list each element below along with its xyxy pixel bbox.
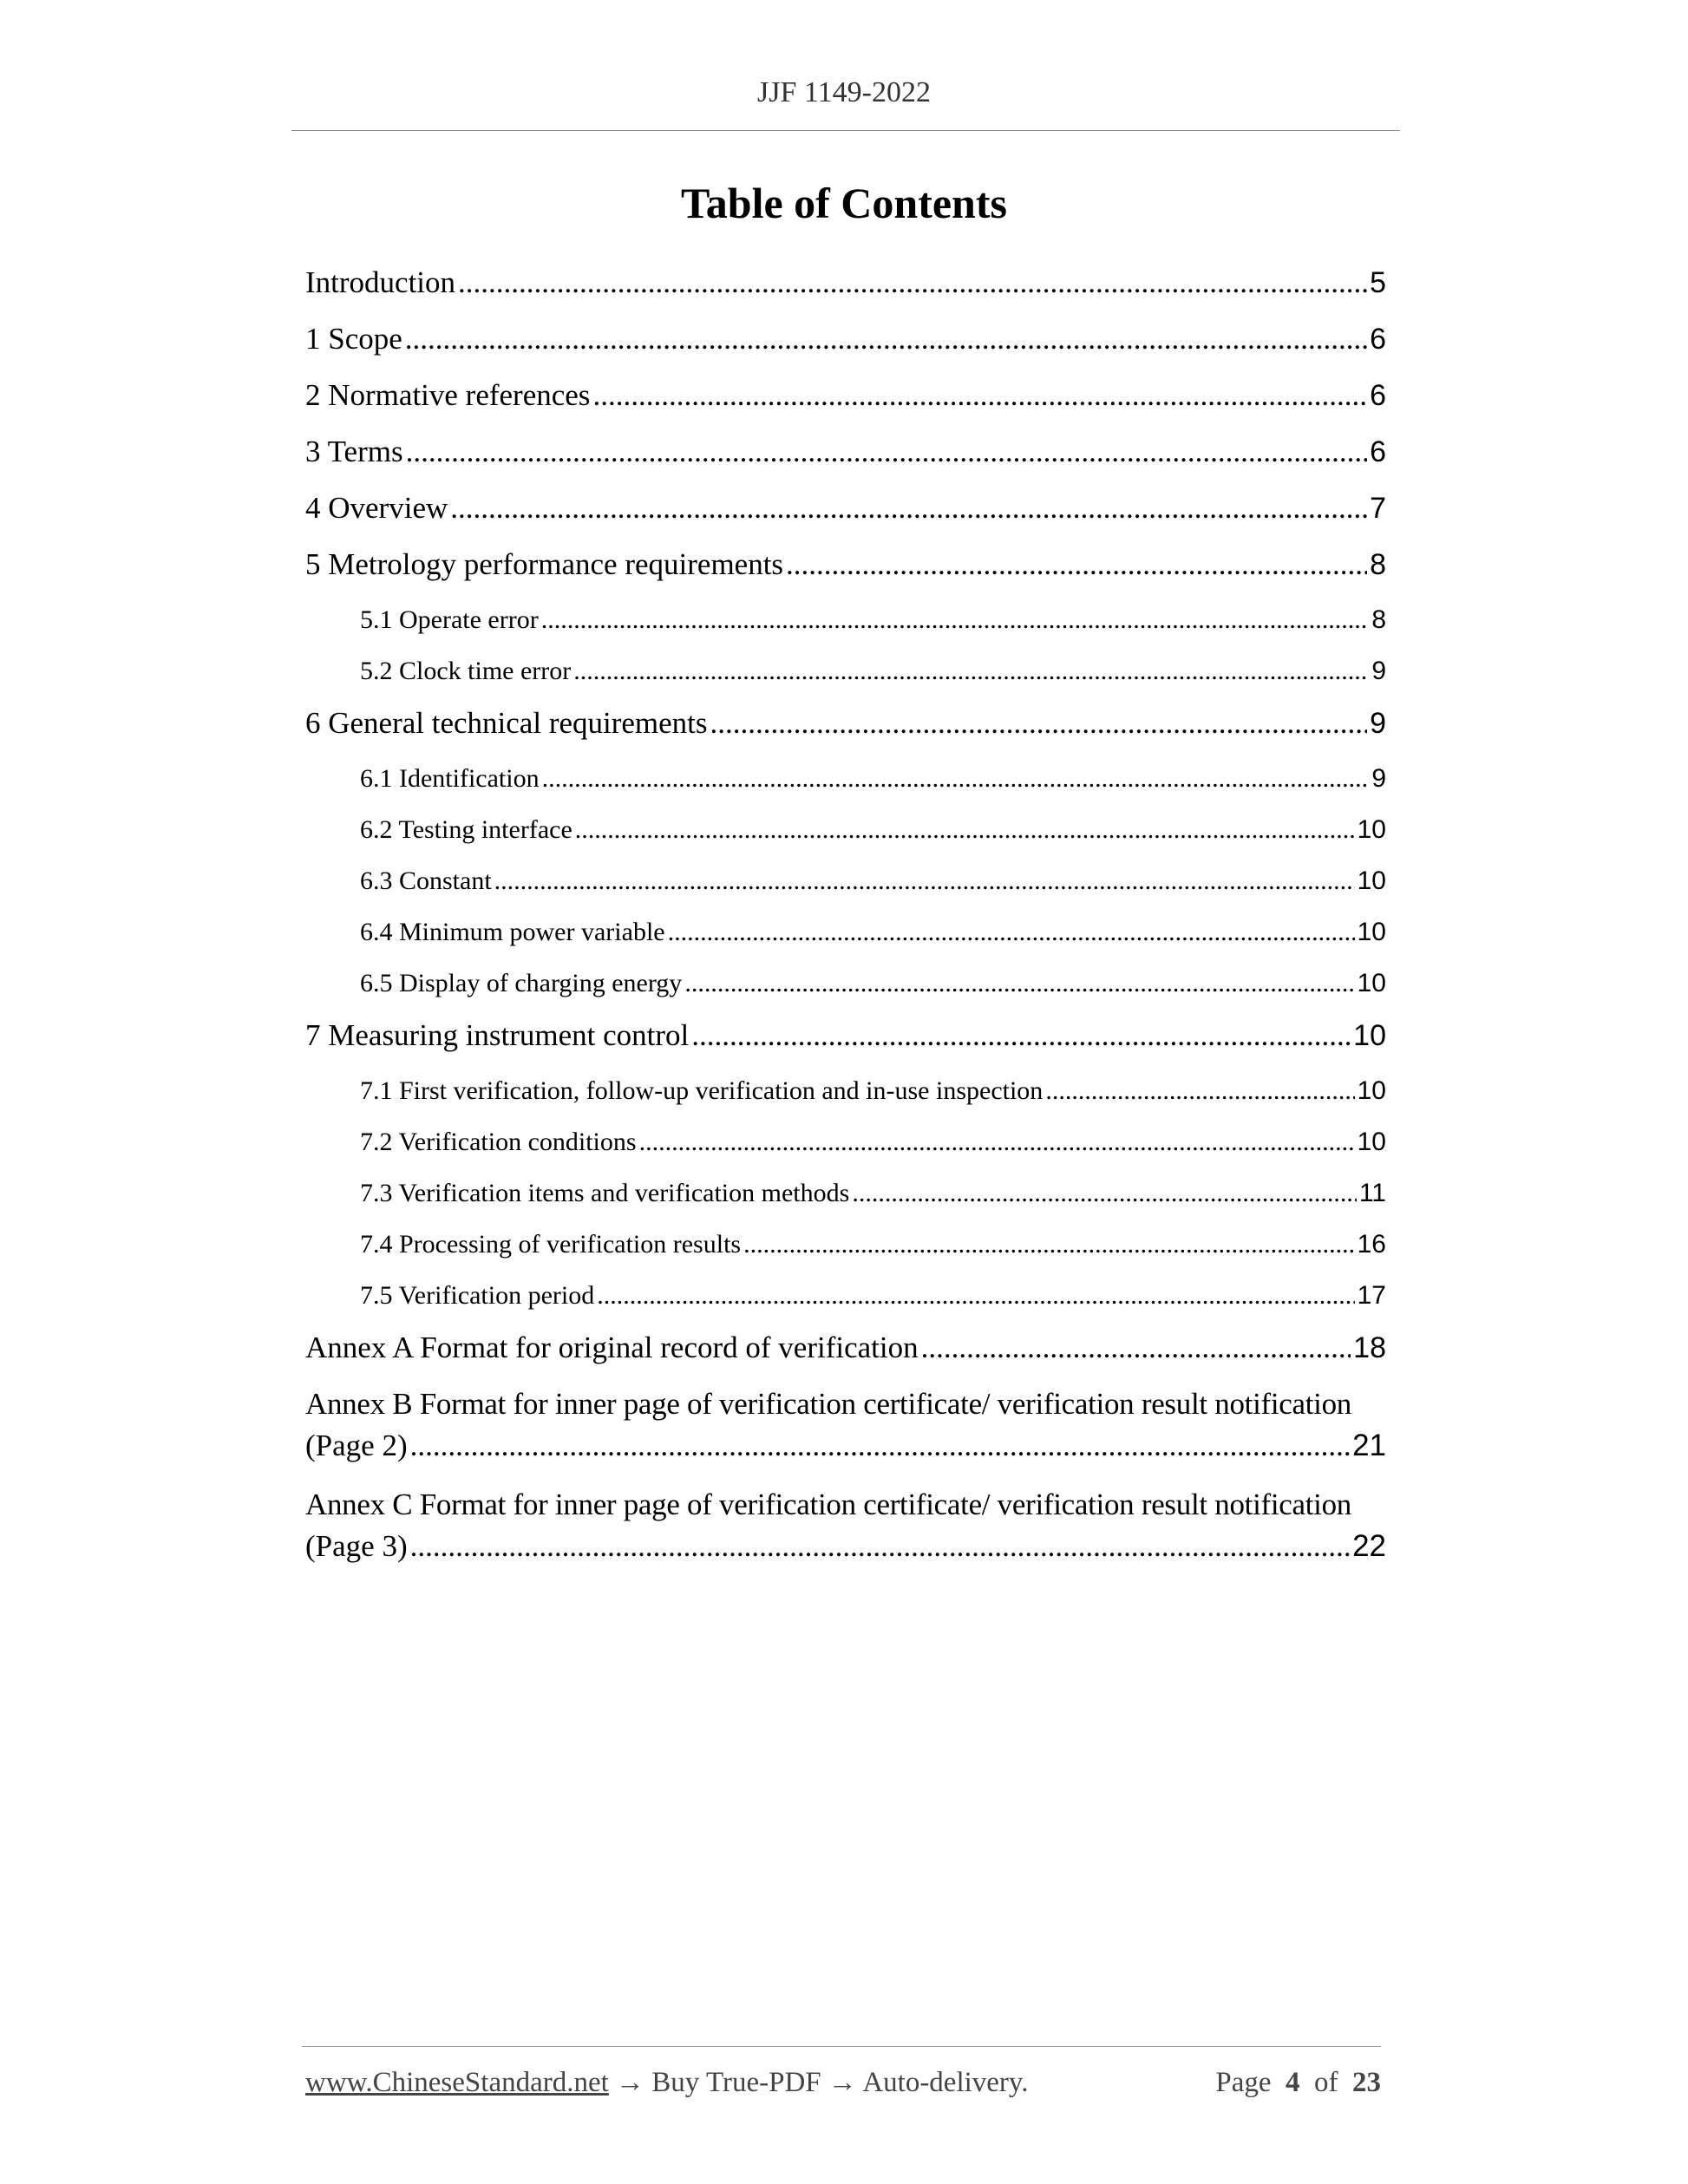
toc-entry-page: 8 — [1370, 548, 1386, 581]
toc-entry-processing-results[interactable] — [305, 1221, 1386, 1272]
toc-entry-label: Annex B Format for inner page of verification certificate/ verification result notification — [305, 1387, 1351, 1421]
toc-entry-label: 7.2 Verification conditions — [360, 1128, 637, 1156]
toc-entry-page: 11 — [1358, 1179, 1386, 1207]
toc-entry-verification-period[interactable] — [305, 1272, 1386, 1324]
toc-entry-page: 10 — [1357, 1076, 1386, 1105]
dot-leader — [450, 484, 1367, 533]
toc-entry-page: 9 — [1371, 764, 1386, 793]
toc-entry-label: 7.3 Verification items and verification methods — [360, 1179, 850, 1207]
toc-entry-introduction[interactable] — [305, 258, 1386, 315]
toc-entry-label: 6.2 Testing interface — [360, 815, 572, 844]
dot-leader — [691, 1011, 1351, 1060]
toc-entry-label-continued: (Page 3) — [305, 1529, 408, 1563]
toc-entry-label: 7.4 Processing of verification results — [360, 1230, 742, 1259]
dot-leader — [852, 1170, 1357, 1217]
toc-entry-measuring-instrument-control[interactable] — [305, 1011, 1386, 1068]
toc-entry-page: 8 — [1371, 605, 1386, 634]
toc-entry-continuation — [305, 1526, 1386, 1567]
dot-leader — [639, 1119, 1355, 1166]
toc-entry-general-technical[interactable] — [305, 699, 1386, 755]
toc-entry-operate-error[interactable] — [305, 597, 1386, 648]
toc-entry-page: 9 — [1370, 707, 1386, 740]
dot-leader — [597, 1272, 1354, 1319]
toc-entry-label: 5 Metrology performance requirements — [305, 547, 784, 581]
toc-entry-label: 7.1 First verification, follow-up verification and in-use inspection — [360, 1076, 1044, 1105]
arrow-right-icon: → — [616, 2067, 645, 2098]
footer-promo — [305, 2067, 1029, 2099]
buy-text: Buy True-PDF — [651, 2067, 821, 2098]
dot-leader — [684, 960, 1354, 1007]
page-footer — [305, 2067, 1381, 2099]
of-word: of — [1314, 2067, 1338, 2098]
dot-leader — [458, 258, 1367, 307]
toc-entry-page: 6 — [1370, 323, 1386, 356]
toc-entry-annex-b[interactable] — [305, 1380, 1386, 1481]
toc-entry-page: 6 — [1370, 435, 1386, 468]
toc-entry-label: 7.5 Verification period — [360, 1281, 595, 1310]
delivery-text: Auto-delivery. — [862, 2067, 1029, 2098]
toc-entry-label: 6.3 Constant — [360, 866, 492, 895]
footer-divider — [302, 2046, 1381, 2047]
toc-entry-verification-items-methods[interactable] — [305, 1170, 1386, 1221]
toc-entry-label: Annex C Format for inner page of verification certificate/ verification result notification — [305, 1488, 1351, 1521]
toc-entry-constant[interactable] — [305, 858, 1386, 909]
toc-entry-page: 16 — [1357, 1230, 1386, 1259]
toc-entry-label: 5.2 Clock time error — [360, 657, 572, 685]
dot-leader — [743, 1221, 1355, 1268]
toc-entry-label: 3 Terms — [305, 435, 403, 468]
toc-entry-continuation — [305, 1425, 1386, 1467]
page-word: Page — [1215, 2067, 1272, 2098]
page-indicator — [1215, 2067, 1381, 2099]
toc-entry-label: 6.4 Minimum power variable — [360, 918, 665, 946]
toc-entry-page: 10 — [1357, 866, 1386, 895]
dot-leader — [710, 699, 1368, 748]
toc-entry-page: 10 — [1357, 1128, 1386, 1156]
page-current: 4 — [1286, 2067, 1300, 2098]
toc-entry-label: 1 Scope — [305, 322, 402, 356]
toc-entry-label: 7 Measuring instrument control — [305, 1018, 690, 1052]
toc-entry-overview[interactable] — [305, 484, 1386, 540]
toc-entry-label: Annex A Format for original record of verification — [305, 1331, 919, 1364]
toc-entry-annex-c[interactable] — [305, 1481, 1386, 1581]
dot-leader — [410, 1425, 1350, 1467]
toc-entry-identification[interactable] — [305, 755, 1386, 807]
dot-leader — [573, 648, 1369, 695]
toc-entry-label: 6.1 Identification — [360, 764, 540, 793]
toc-entry-page: 10 — [1357, 815, 1386, 844]
toc-entry-first-verification[interactable] — [305, 1068, 1386, 1119]
toc-entry-terms[interactable] — [305, 428, 1386, 484]
toc-entry-page: 7 — [1370, 492, 1386, 525]
document-id: JJF 1149-2022 — [757, 76, 931, 108]
dot-leader — [592, 371, 1367, 420]
toc-entry-label: 4 Overview — [305, 491, 448, 525]
dot-leader — [410, 1526, 1350, 1567]
toc-entry-normative-references[interactable] — [305, 371, 1386, 428]
toc-entry-page: 18 — [1353, 1331, 1386, 1364]
toc-entry-page: 10 — [1357, 918, 1386, 946]
toc-entry-label: 2 Normative references — [305, 378, 591, 412]
arrow-right-icon: → — [828, 2067, 857, 2098]
toc-entry-minimum-power-variable[interactable] — [305, 909, 1386, 960]
toc-entry-label-continued: (Page 2) — [305, 1429, 408, 1462]
header-divider — [291, 130, 1400, 131]
site-link[interactable]: www.ChineseStandard.net — [305, 2067, 609, 2098]
toc-entry-page: 10 — [1357, 969, 1386, 997]
page-total: 23 — [1352, 2067, 1381, 2098]
toc-entry-metrology-performance[interactable] — [305, 540, 1386, 597]
toc-entry-label: 6 General technical requirements — [305, 706, 708, 740]
toc-entry-label: 6.5 Display of charging energy — [360, 969, 683, 997]
page-title: Table of Contents — [681, 179, 1007, 227]
toc-entry-verification-conditions[interactable] — [305, 1119, 1386, 1170]
toc-entry-page: 22 — [1352, 1529, 1386, 1563]
toc-entry-label: Introduction — [305, 265, 456, 299]
dot-leader — [668, 909, 1355, 956]
dot-leader — [921, 1324, 1351, 1372]
toc-entry-page: 6 — [1370, 379, 1386, 412]
toc-entry-page: 21 — [1352, 1429, 1386, 1462]
dot-leader — [575, 807, 1355, 853]
dot-leader — [494, 858, 1355, 905]
dot-leader — [406, 428, 1367, 476]
toc-entry-page: 10 — [1353, 1019, 1386, 1052]
toc-entry-page: 9 — [1371, 657, 1386, 685]
toc-entry-clock-time-error[interactable] — [305, 648, 1386, 699]
toc-entry-display-charging-energy[interactable] — [305, 960, 1386, 1011]
dot-leader — [1045, 1068, 1354, 1115]
dot-leader — [405, 315, 1367, 363]
toc-entry-page: 5 — [1370, 266, 1386, 299]
dot-leader — [786, 540, 1367, 589]
toc-entry-annex-a[interactable] — [305, 1324, 1386, 1380]
table-of-contents — [305, 258, 1386, 1581]
dot-leader — [541, 597, 1370, 644]
toc-entry-page: 17 — [1357, 1281, 1386, 1310]
toc-entry-label: 5.1 Operate error — [360, 605, 539, 634]
toc-entry-testing-interface[interactable] — [305, 807, 1386, 858]
dot-leader — [542, 755, 1370, 802]
toc-entry-scope[interactable] — [305, 315, 1386, 371]
